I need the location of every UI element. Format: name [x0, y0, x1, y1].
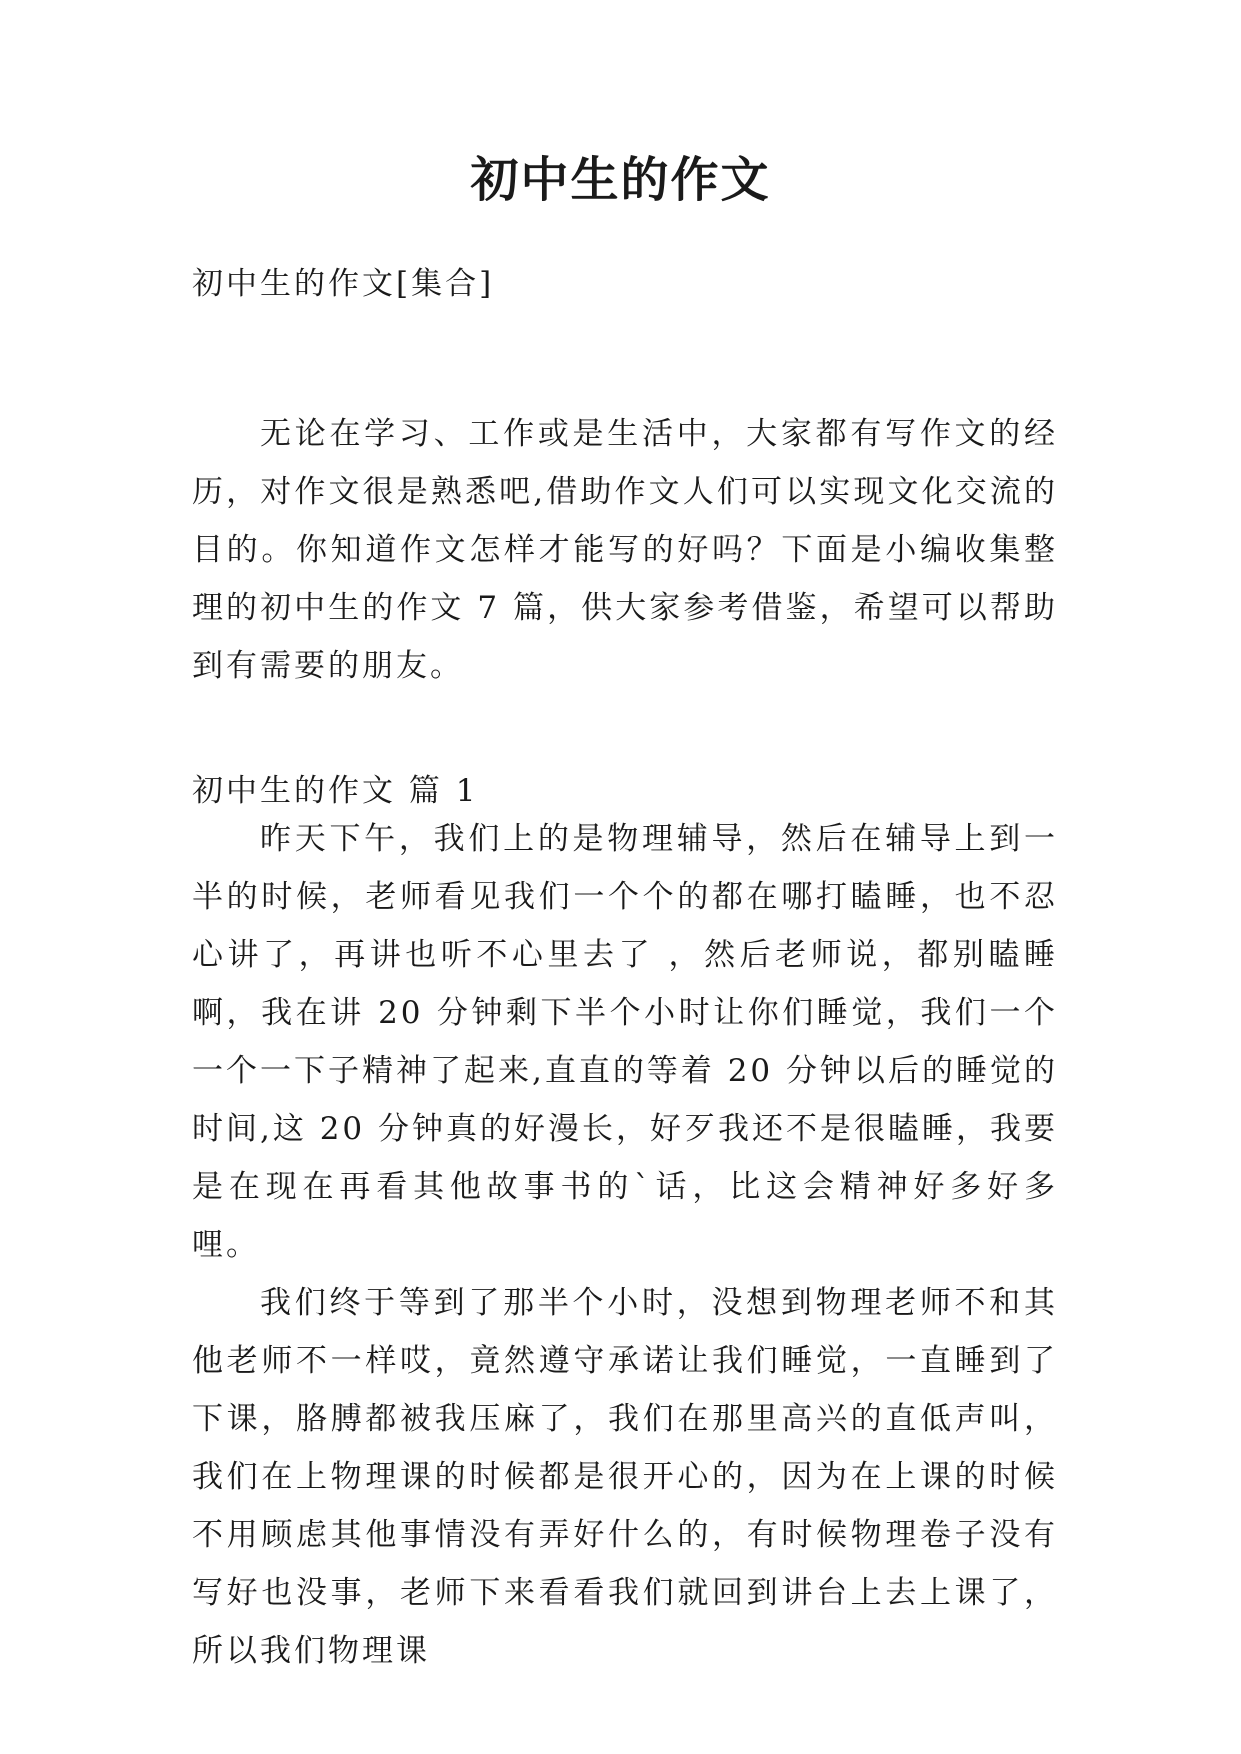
- intro-paragraph: 无论在学习、工作或是生活中，大家都有写作文的经历，对作文很是熟悉吧,借助作文人们可以实现文化交流的目的。你知道作文怎样才能写的好吗？下面是小编收集整理的初中生的作文 7 篇，供大家参考借鉴，希望可以帮助到有需要的朋友。: [192, 416, 1058, 684]
- article-body: [192, 810, 1058, 1680]
- document-title: 初中生的作文: [470, 152, 771, 208]
- section-heading: 初中生的作文 篇 1: [192, 773, 479, 809]
- document-subtitle: 初中生的作文[集合]: [192, 266, 495, 302]
- article-paragraph: 我们终于等到了那半个小时，没想到物理老师不和其他老师不一样哎，竟然遵守承诺让我们睡觉，一直睡到了下课，胳膊都被我压麻了，我们在那里高兴的直低声叫，我们在上物理课的时候都是很开心的，因为在上课的时候不用顾虑其他事情没有弄好什么的，有时候物理卷子没有写好也没事，老师下来看看我们就回到讲台上去上课了，所以我们物理课: [192, 1285, 1058, 1669]
- article-paragraph: 昨天下午，我们上的是物理辅导，然后在辅导上到一半的时候，老师看见我们一个个的都在哪打瞌睡，也不忍心讲了，再讲也听不心里去了 ，然后老师说，都别瞌睡啊，我在讲 20 分钟剩下半个小时让你们睡觉，我们一个一个一下子精神了起来,直直的等着 20 分钟以后的睡觉的时间,这 20 分钟真的好漫长，好歹我还不是很瞌睡，我要是在现在再看其他故事书的`话，比这会精神好多好多哩。: [192, 821, 1059, 1263]
